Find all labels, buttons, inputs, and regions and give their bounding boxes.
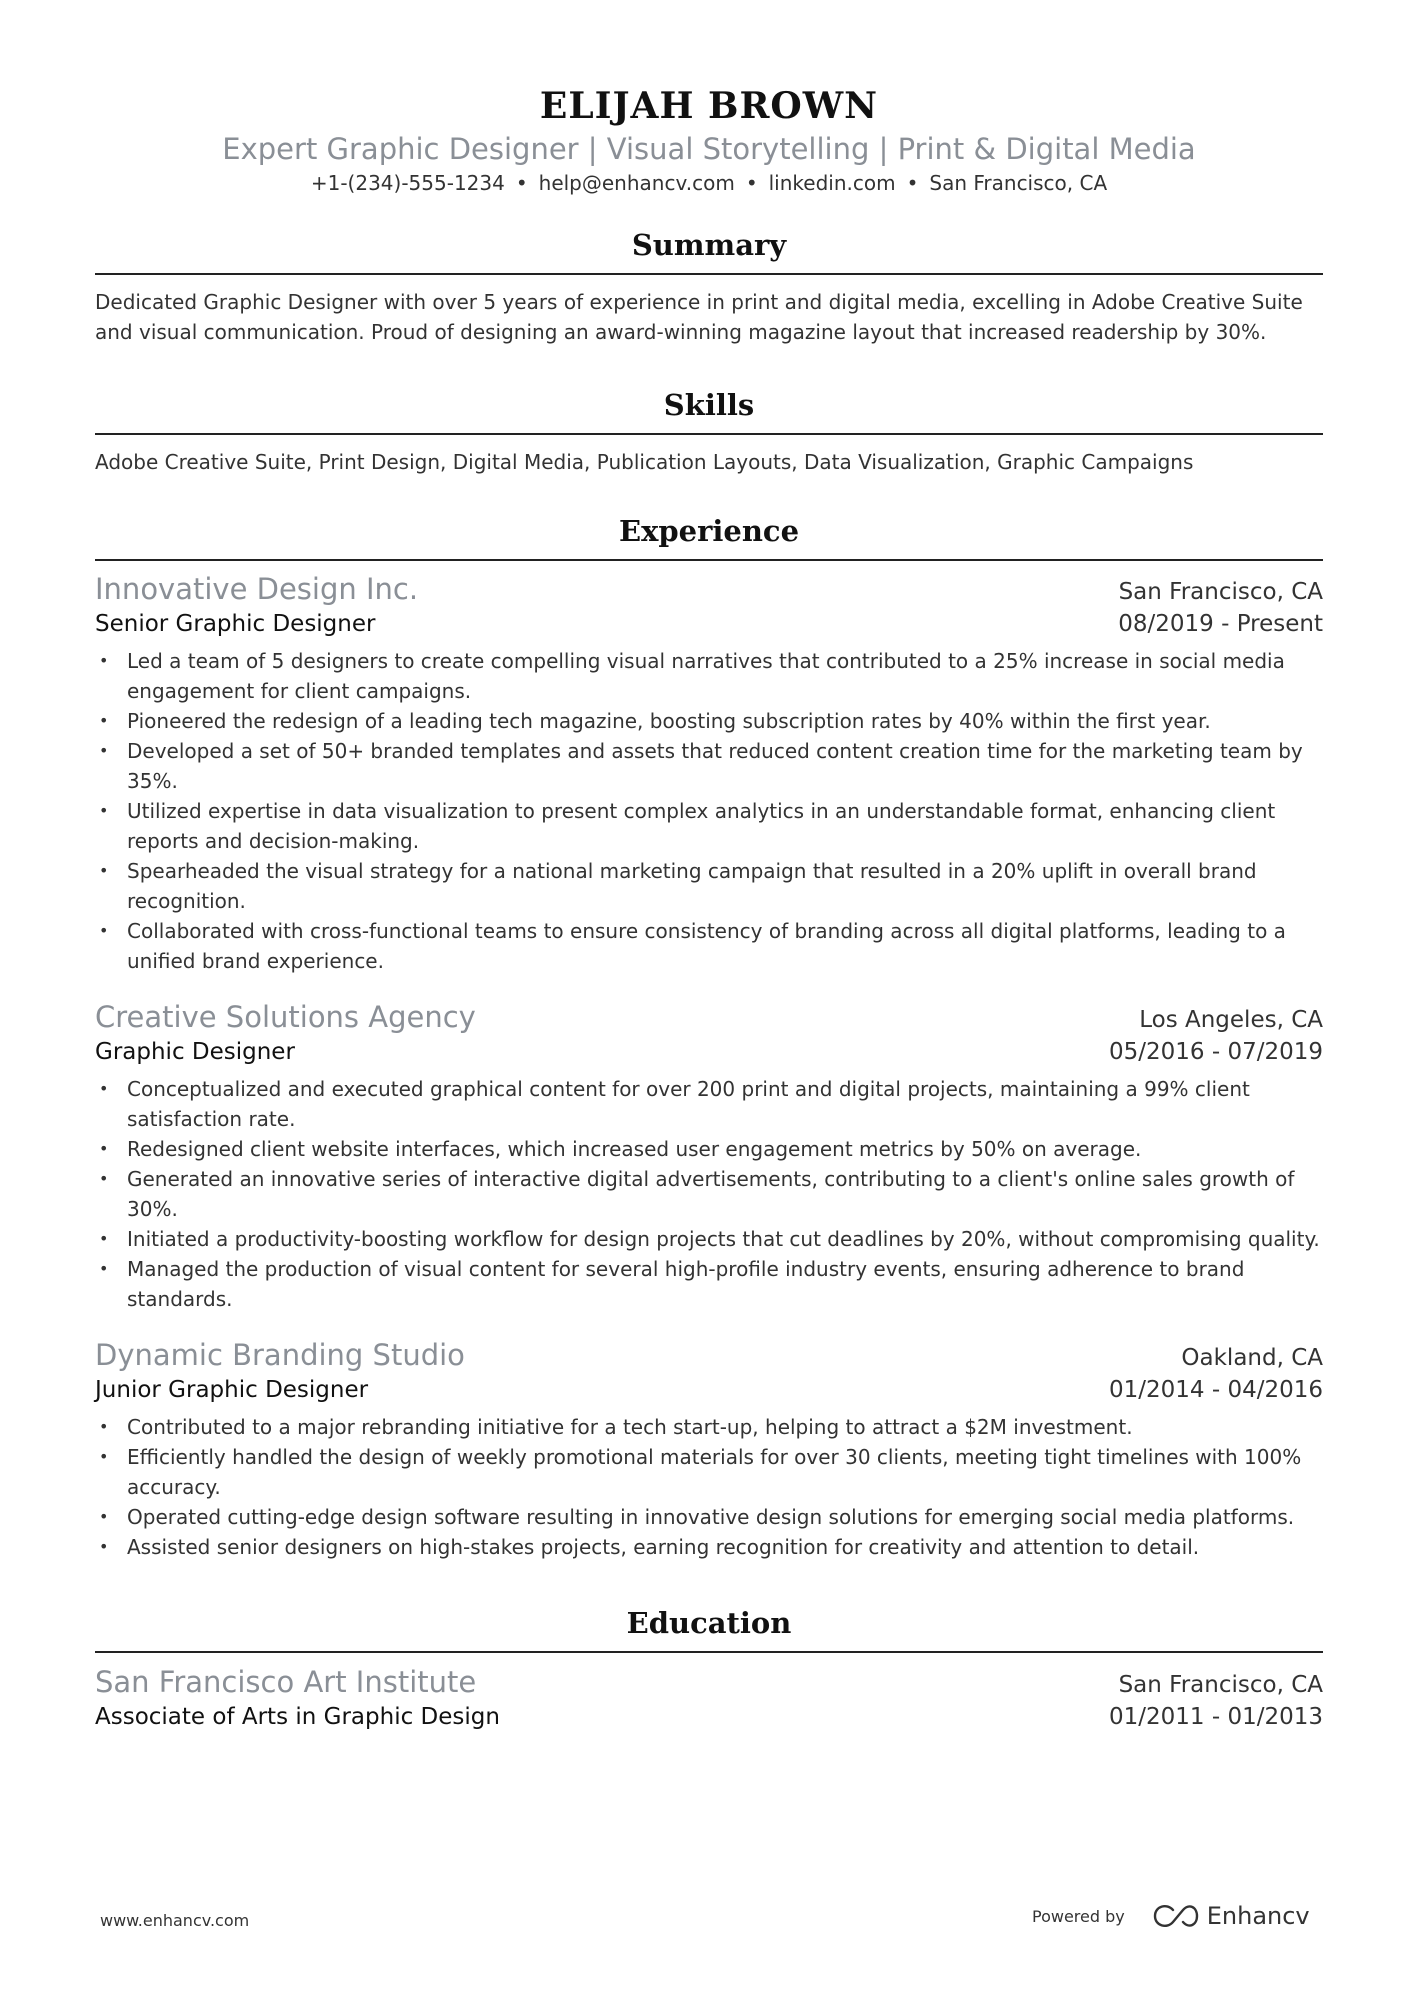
candidate-name: ELIJAH BROWN <box>539 85 879 127</box>
education-dates: 01/2011 - 01/2013 <box>1108 1704 1323 1730</box>
skills-text: Adobe Creative Suite, Print Design, Digital Media, Publication Layouts, Data Visualization, Graphic Campaigns <box>95 450 1194 474</box>
education-entry <box>95 1663 1323 1733</box>
school-location: San Francisco, CA <box>1118 1672 1323 1698</box>
job-bullets <box>95 1074 1323 1314</box>
bullet-item: • Assisted senior designers on high-stakes projects, earning recognition for creativity and attention to detail. <box>95 1532 1323 1562</box>
section-title-experience: Experience <box>618 514 800 548</box>
bullet-item: • Operated cutting-edge design software resulting in innovative design solutions for emerging social media platforms. <box>95 1502 1323 1532</box>
contact-location: San Francisco, CA <box>929 171 1108 195</box>
enhancv-logo-icon <box>1153 1904 1199 1928</box>
education-section <box>95 1604 1323 1653</box>
experience-section <box>95 512 1323 561</box>
section-divider <box>95 559 1323 561</box>
bullet-item: • Generated an innovative series of interactive digital advertisements, contributing to a client's online sales growth of 30%. <box>95 1164 1323 1224</box>
footer-website[interactable]: www.enhancv.com <box>100 1911 250 1930</box>
bullet-item: • Spearheaded the visual strategy for a national marketing campaign that resulted in a 20% uplift in overall brand recognition. <box>95 856 1323 916</box>
company-name: Dynamic Branding Studio <box>95 1338 465 1372</box>
bullet-item: • Efficiently handled the design of weekly promotional materials for over 30 clients, meeting tight timelines with 100% accuracy. <box>95 1442 1323 1502</box>
experience-entry <box>95 998 1323 1314</box>
bullet-item: • Conceptualized and executed graphical content for over 200 print and digital projects, maintaining a 99% client satisfaction rate. <box>95 1074 1323 1134</box>
job-dates: 05/2016 - 07/2019 <box>1108 1039 1323 1065</box>
section-title-summary: Summary <box>631 228 787 262</box>
section-divider <box>95 1651 1323 1653</box>
skills-section <box>95 386 1323 477</box>
job-bullets <box>95 1412 1323 1562</box>
powered-by-label: Powered by <box>1032 1906 1125 1926</box>
experience-entry <box>95 1336 1323 1562</box>
job-location: Oakland, CA <box>1181 1345 1323 1371</box>
headline: Expert Graphic Designer | Visual Storytelling | Print & Digital Media <box>222 132 1196 166</box>
job-bullets <box>95 646 1323 976</box>
brand-name: Enhancv <box>1206 1902 1310 1930</box>
job-title: Junior Graphic Designer <box>95 1377 369 1403</box>
job-dates: 08/2019 - Present <box>1118 611 1323 637</box>
job-location: San Francisco, CA <box>1118 579 1323 605</box>
bullet-item: • Developed a set of 50+ branded templates and assets that reduced content creation time for the marketing team by 35%. <box>95 736 1323 796</box>
contact-linkedin[interactable]: linkedin.com <box>768 171 896 195</box>
bullet-item: • Contributed to a major rebranding initiative for a tech start-up, helping to attract a $2M investment. <box>95 1412 1323 1442</box>
section-title-education: Education <box>626 1606 792 1640</box>
bullet-item: • Collaborated with cross-functional teams to ensure consistency of branding across all digital platforms, leading to a unified brand experience. <box>95 916 1323 976</box>
section-divider <box>95 273 1323 275</box>
degree: Associate of Arts in Graphic Design <box>95 1704 500 1730</box>
bullet-item: • Managed the production of visual content for several high-profile industry events, ensuring adherence to brand standards. <box>95 1254 1323 1314</box>
job-title: Senior Graphic Designer <box>95 611 376 637</box>
summary-section <box>95 226 1323 347</box>
contact-email[interactable]: help@enhancv.com <box>538 171 735 195</box>
bullet-item: • Utilized expertise in data visualization to present complex analytics in an understandable format, enhancing client reports and decision-making. <box>95 796 1323 856</box>
footer-branding <box>1032 1902 1310 1930</box>
contact-phone[interactable]: +1-(234)-555-1234 <box>310 171 505 195</box>
job-location: Los Angeles, CA <box>1139 1007 1323 1033</box>
contact-line <box>95 170 1323 196</box>
company-name: Creative Solutions Agency <box>95 1000 476 1034</box>
separator-dot: • <box>906 171 919 195</box>
job-dates: 01/2014 - 04/2016 <box>1108 1377 1323 1403</box>
company-name: Innovative Design Inc. <box>95 572 419 606</box>
separator-dot: • <box>515 171 528 195</box>
bullet-item: • Initiated a productivity-boosting workflow for design projects that cut deadlines by 20%, without compromising quality. <box>95 1224 1323 1254</box>
section-title-skills: Skills <box>663 388 755 422</box>
job-title: Graphic Designer <box>95 1039 295 1065</box>
section-divider <box>95 433 1323 435</box>
school-name: San Francisco Art Institute <box>95 1665 477 1699</box>
separator-dot: • <box>745 171 758 195</box>
experience-entry <box>95 570 1323 976</box>
bullet-item: • Led a team of 5 designers to create compelling visual narratives that contributed to a 25% increase in social media engagement for client campaigns. <box>95 646 1323 706</box>
summary-text: Dedicated Graphic Designer with over 5 years of experience in print and digital media, excelling in Adobe Creative Suite and visual communication. Proud of designing an award-winning magazine layout that increased readership by 30%. <box>95 290 1303 344</box>
bullet-item: • Pioneered the redesign of a leading tech magazine, boosting subscription rates by 40% within the first year. <box>95 706 1323 736</box>
enhancv-logo[interactable] <box>1153 1902 1310 1930</box>
bullet-item: • Redesigned client website interfaces, which increased user engagement metrics by 50% on average. <box>95 1134 1323 1164</box>
